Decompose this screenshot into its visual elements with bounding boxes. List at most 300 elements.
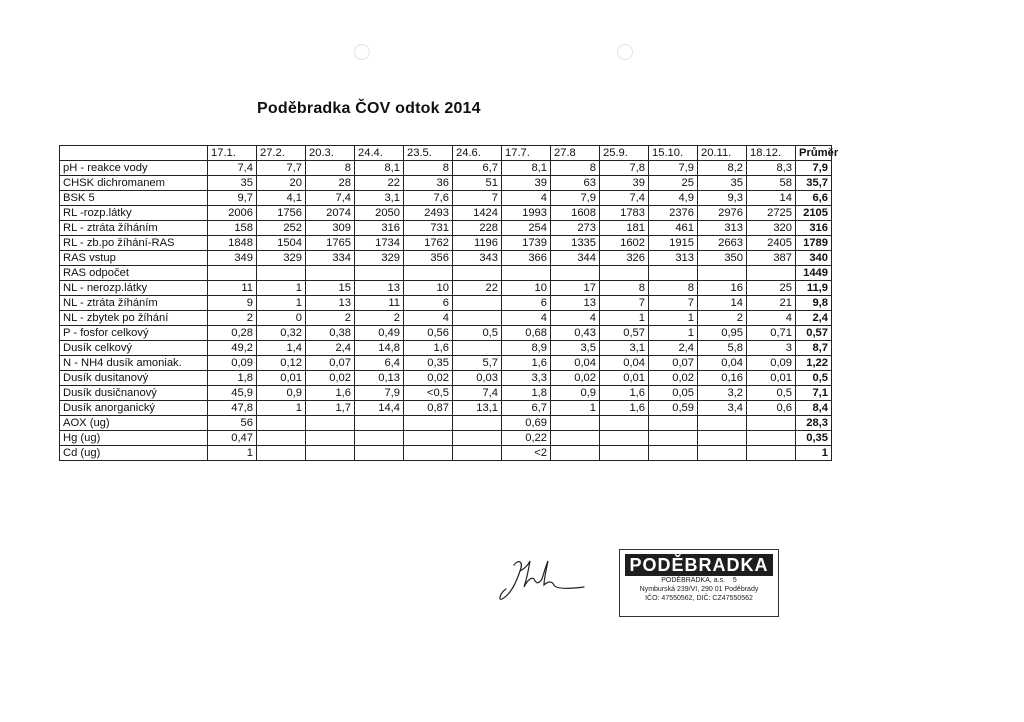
document-title: Poděbradka ČOV odtok 2014 [257,100,481,117]
value-cell: 8,1 [355,161,404,176]
value-cell: 2,4 [649,341,698,356]
row-label: Dusík dusitanový [60,371,208,386]
table-row [60,341,832,356]
value-cell: 25 [747,281,796,296]
average-cell: 0,57 [796,326,832,341]
table-row [60,371,832,386]
value-cell [355,446,404,461]
value-cell: 344 [551,251,600,266]
average-cell: 35,7 [796,176,832,191]
row-label: RL - zb.po žíhání-RAS [60,236,208,251]
value-cell: 309 [306,221,355,236]
value-cell: 3,1 [355,191,404,206]
value-cell: 0,05 [649,386,698,401]
average-cell: 0,5 [796,371,832,386]
value-cell: 0,38 [306,326,355,341]
value-cell: 6,7 [502,401,551,416]
value-cell: 0,16 [698,371,747,386]
value-cell: 4 [502,311,551,326]
value-cell: 0,02 [306,371,355,386]
value-cell: 13 [551,296,600,311]
row-label: Dusík dusičnanový [60,386,208,401]
value-cell: 5,7 [453,356,502,371]
value-cell: 0,47 [208,431,257,446]
value-cell: 366 [502,251,551,266]
value-cell [404,416,453,431]
value-cell: 6,7 [453,161,502,176]
table-body [60,161,832,461]
value-cell [257,416,306,431]
value-cell: 8 [404,161,453,176]
table-row [60,311,832,326]
average-cell: 9,8 [796,296,832,311]
value-cell: 22 [355,176,404,191]
value-cell [453,431,502,446]
value-cell [600,266,649,281]
value-cell: 2725 [747,206,796,221]
value-cell [306,431,355,446]
value-cell: 0,02 [649,371,698,386]
value-cell: 0,43 [551,326,600,341]
value-cell: 15 [306,281,355,296]
value-cell: 17 [551,281,600,296]
value-cell: 1762 [404,236,453,251]
punch-hole-left [354,44,370,60]
value-cell: 7,4 [306,191,355,206]
value-cell: 1848 [208,236,257,251]
value-cell: 0,28 [208,326,257,341]
value-cell [355,431,404,446]
value-cell: 2976 [698,206,747,221]
value-cell: 181 [600,221,649,236]
value-cell [649,266,698,281]
value-cell: <2 [502,446,551,461]
value-cell: 14 [747,191,796,206]
value-cell [404,446,453,461]
value-cell: 316 [355,221,404,236]
value-cell: 51 [453,176,502,191]
row-label: RL -rozp.látky [60,206,208,221]
value-cell: 0,09 [747,356,796,371]
row-label: Cd (ug) [60,446,208,461]
value-cell: 0,02 [404,371,453,386]
header-date: 25.9. [600,146,649,161]
value-cell [551,416,600,431]
value-cell: 0,09 [208,356,257,371]
value-cell: 14 [698,296,747,311]
table-header-row [60,146,832,161]
value-cell: 0,01 [600,371,649,386]
table-row [60,236,832,251]
row-label: NL - nerozp.látky [60,281,208,296]
header-date: 15.10. [649,146,698,161]
value-cell: 0,04 [698,356,747,371]
value-cell: 1424 [453,206,502,221]
value-cell: 7 [600,296,649,311]
value-cell: 25 [649,176,698,191]
value-cell: 313 [698,221,747,236]
value-cell: 0,56 [404,326,453,341]
value-cell: 329 [355,251,404,266]
average-cell: 8,7 [796,341,832,356]
value-cell [306,416,355,431]
value-cell: 0,03 [453,371,502,386]
value-cell: 4,9 [649,191,698,206]
table-row [60,191,832,206]
value-cell: 0,07 [306,356,355,371]
row-label: P - fosfor celkový [60,326,208,341]
value-cell: 326 [600,251,649,266]
value-cell: 1,6 [306,386,355,401]
value-cell: 356 [404,251,453,266]
value-cell: 2 [698,311,747,326]
value-cell: 8,2 [698,161,747,176]
value-cell: 8,9 [502,341,551,356]
table-row [60,431,832,446]
average-cell: 1789 [796,236,832,251]
header-average: Průměr [796,146,832,161]
value-cell: 4 [747,311,796,326]
value-cell: 2006 [208,206,257,221]
value-cell: 228 [453,221,502,236]
value-cell [453,296,502,311]
value-cell: 7,7 [257,161,306,176]
table-row [60,296,832,311]
value-cell [747,416,796,431]
value-cell: 35 [698,176,747,191]
row-label: Dusík celkový [60,341,208,356]
value-cell: 1993 [502,206,551,221]
header-corner [60,146,208,161]
average-cell: 1449 [796,266,832,281]
header-date: 24.6. [453,146,502,161]
table-row [60,251,832,266]
value-cell [600,431,649,446]
value-cell: 2 [208,311,257,326]
value-cell: 2,4 [306,341,355,356]
value-cell: 3,1 [600,341,649,356]
header-date: 20.3. [306,146,355,161]
value-cell: 63 [551,176,600,191]
value-cell [453,416,502,431]
punch-hole-right [617,44,633,60]
measurement-table [59,145,839,461]
average-cell: 2105 [796,206,832,221]
signature [498,555,590,603]
value-cell [551,431,600,446]
value-cell: 0,35 [404,356,453,371]
value-cell: 7,9 [649,161,698,176]
value-cell: 2663 [698,236,747,251]
table-row [60,176,832,191]
value-cell: 1602 [600,236,649,251]
value-cell [698,446,747,461]
value-cell: 0,13 [355,371,404,386]
value-cell: 1765 [306,236,355,251]
value-cell: 7 [453,191,502,206]
average-cell: 7,1 [796,386,832,401]
value-cell: 1 [257,401,306,416]
value-cell: 1 [649,311,698,326]
value-cell: 20 [257,176,306,191]
table-row [60,281,832,296]
value-cell: <0,5 [404,386,453,401]
value-cell: 10 [404,281,453,296]
header-date: 27.8 [551,146,600,161]
value-cell: 0,12 [257,356,306,371]
stamp-brand: PODĚBRADKA [625,554,773,576]
value-cell: 0,5 [747,386,796,401]
value-cell: 14,8 [355,341,404,356]
value-cell: 4,1 [257,191,306,206]
value-cell [502,266,551,281]
value-cell: 0,69 [502,416,551,431]
value-cell: 1915 [649,236,698,251]
value-cell: 56 [208,416,257,431]
value-cell: 13 [355,281,404,296]
row-label: pH - reakce vody [60,161,208,176]
value-cell: 1,6 [600,401,649,416]
value-cell: 7,4 [453,386,502,401]
value-cell: 3,4 [698,401,747,416]
row-label: RAS odpočet [60,266,208,281]
table-row [60,416,832,431]
value-cell: 47,8 [208,401,257,416]
value-cell: 4 [502,191,551,206]
value-cell: 461 [649,221,698,236]
average-cell: 0,35 [796,431,832,446]
value-cell: 1,8 [208,371,257,386]
value-cell: 21 [747,296,796,311]
value-cell: 22 [453,281,502,296]
header-date: 24.4. [355,146,404,161]
stamp-ids: IČO: 47550562, DIČ: CZ47550562 [645,595,753,602]
value-cell: 1,4 [257,341,306,356]
value-cell: 0,5 [453,326,502,341]
value-cell: 0,49 [355,326,404,341]
average-cell: 6,6 [796,191,832,206]
value-cell: 0,59 [649,401,698,416]
value-cell [698,416,747,431]
table-row [60,266,832,281]
company-stamp [619,549,779,617]
value-cell: 58 [747,176,796,191]
value-cell: 39 [600,176,649,191]
row-label: NL - zbytek po žíhání [60,311,208,326]
value-cell: 0,32 [257,326,306,341]
average-cell: 8,4 [796,401,832,416]
value-cell: 7,9 [355,386,404,401]
value-cell: 1734 [355,236,404,251]
value-cell: 2050 [355,206,404,221]
value-cell: 2074 [306,206,355,221]
row-label: Dusík anorganický [60,401,208,416]
value-cell: 6 [502,296,551,311]
row-label: AOX (ug) [60,416,208,431]
row-label: Hg (ug) [60,431,208,446]
value-cell: 1,7 [306,401,355,416]
average-cell: 11,9 [796,281,832,296]
value-cell: 0,57 [600,326,649,341]
value-cell [747,431,796,446]
table-row [60,446,832,461]
value-cell: 11 [208,281,257,296]
value-cell [355,266,404,281]
value-cell: 252 [257,221,306,236]
value-cell: 49,2 [208,341,257,356]
value-cell [306,266,355,281]
value-cell: 1504 [257,236,306,251]
value-cell [404,266,453,281]
value-cell: 1,6 [600,386,649,401]
value-cell: 158 [208,221,257,236]
value-cell [649,446,698,461]
value-cell: 334 [306,251,355,266]
value-cell: 8 [306,161,355,176]
value-cell: 0,87 [404,401,453,416]
value-cell: 36 [404,176,453,191]
value-cell: 0,9 [551,386,600,401]
value-cell [698,431,747,446]
header-date: 18.12. [747,146,796,161]
value-cell: 1739 [502,236,551,251]
value-cell: 1756 [257,206,306,221]
value-cell: 731 [404,221,453,236]
value-cell: 1196 [453,236,502,251]
value-cell: 16 [698,281,747,296]
value-cell: 320 [747,221,796,236]
value-cell: 1 [257,281,306,296]
value-cell: 2405 [747,236,796,251]
value-cell: 8,1 [502,161,551,176]
value-cell: 5,8 [698,341,747,356]
value-cell [649,416,698,431]
value-cell: 3,2 [698,386,747,401]
value-cell: 1,6 [502,356,551,371]
value-cell: 1 [551,401,600,416]
value-cell [453,341,502,356]
value-cell: 0,22 [502,431,551,446]
value-cell [551,266,600,281]
value-cell: 9 [208,296,257,311]
value-cell: 329 [257,251,306,266]
value-cell [306,446,355,461]
value-cell [747,266,796,281]
value-cell: 0,71 [747,326,796,341]
average-cell: 1 [796,446,832,461]
average-cell: 340 [796,251,832,266]
value-cell: 1335 [551,236,600,251]
value-cell: 3 [747,341,796,356]
table-row [60,161,832,176]
value-cell: 28 [306,176,355,191]
value-cell [747,446,796,461]
average-cell: 316 [796,221,832,236]
value-cell: 1 [649,326,698,341]
row-label: RL - ztráta žíháním [60,221,208,236]
value-cell: 4 [551,311,600,326]
value-cell: 2376 [649,206,698,221]
value-cell: 7 [649,296,698,311]
value-cell: 10 [502,281,551,296]
value-cell: 1 [600,311,649,326]
value-cell: 6,4 [355,356,404,371]
value-cell: 9,3 [698,191,747,206]
row-label: RAS vstup [60,251,208,266]
value-cell [600,416,649,431]
value-cell: 0,95 [698,326,747,341]
value-cell [257,266,306,281]
value-cell [551,446,600,461]
value-cell: 387 [747,251,796,266]
header-date: 17.1. [208,146,257,161]
table-row [60,401,832,416]
value-cell: 3,5 [551,341,600,356]
value-cell: 6 [404,296,453,311]
value-cell: 0,6 [747,401,796,416]
average-cell: 1,22 [796,356,832,371]
average-cell: 28,3 [796,416,832,431]
stamp-address: Nymburská 239/VI, 290 01 Poděbrady [639,586,759,593]
value-cell: 0,04 [551,356,600,371]
value-cell: 0,07 [649,356,698,371]
value-cell: 7,4 [208,161,257,176]
value-cell: 4 [404,311,453,326]
row-label: CHSK dichromanem [60,176,208,191]
value-cell: 7,8 [600,161,649,176]
value-cell [257,431,306,446]
value-cell: 2493 [404,206,453,221]
value-cell: 350 [698,251,747,266]
value-cell: 8 [551,161,600,176]
table-row [60,326,832,341]
value-cell: 2 [306,311,355,326]
value-cell: 0 [257,311,306,326]
value-cell: 313 [649,251,698,266]
value-cell: 13 [306,296,355,311]
value-cell: 2 [355,311,404,326]
value-cell: 7,6 [404,191,453,206]
average-cell: 7,9 [796,161,832,176]
header-date: 20.11. [698,146,747,161]
value-cell [453,446,502,461]
table-row [60,356,832,371]
value-cell [649,431,698,446]
table-row [60,386,832,401]
table-row [60,206,832,221]
value-cell: 0,9 [257,386,306,401]
value-cell: 1783 [600,206,649,221]
value-cell: 1608 [551,206,600,221]
value-cell: 9,7 [208,191,257,206]
value-cell: 1,6 [404,341,453,356]
value-cell: 14,4 [355,401,404,416]
value-cell [453,311,502,326]
value-cell: 0,68 [502,326,551,341]
header-date: 23.5. [404,146,453,161]
value-cell: 39 [502,176,551,191]
value-cell: 3,3 [502,371,551,386]
value-cell [404,431,453,446]
header-date: 17.7. [502,146,551,161]
value-cell: 0,01 [257,371,306,386]
value-cell: 349 [208,251,257,266]
value-cell [600,446,649,461]
value-cell: 0,02 [551,371,600,386]
value-cell [453,266,502,281]
value-cell [698,266,747,281]
row-label: NL - ztráta žíháním [60,296,208,311]
